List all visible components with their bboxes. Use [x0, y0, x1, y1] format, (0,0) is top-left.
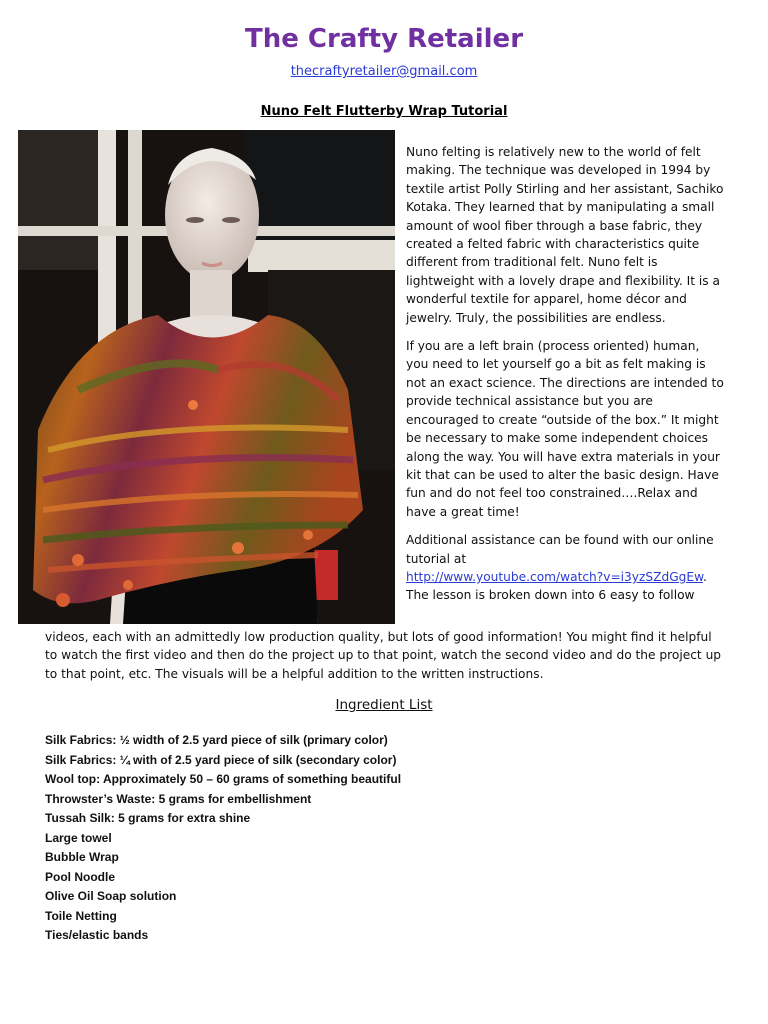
- intro-paragraph: If you are a left brain (process oriented) human, you need to let yourself go a bit as felt making is not an exact science. The directions are intended to provide technical assistance but you are encouraged to create “outside of the box.” It might be necessary to make some independent choices along the way. You will have extra materials in your kit that can be used to alter the basic design. Have fun and do not feel too constrained….Relax and have a great time!: [406, 339, 724, 519]
- tutorial-title: Nuno Felt Flutterby Wrap Tutorial: [260, 104, 508, 119]
- ingredient-item: Tussah Silk: 5 grams for extra shine: [45, 811, 251, 825]
- ingredient-item: Large towel: [45, 830, 112, 845]
- ingredient-list: [45, 731, 401, 946]
- ingredient-item: Pool Noodle: [45, 869, 115, 884]
- ingredient-list-heading: Ingredient List: [335, 697, 433, 713]
- intro-column: [406, 143, 724, 605]
- assistance-tail-start: The lesson is broken down into 6 easy to follow: [406, 588, 695, 603]
- assistance-lead: Additional assistance can be found with our online tutorial at: [406, 533, 714, 566]
- ingredient-item: Toile Netting: [45, 908, 117, 923]
- email-link[interactable]: thecraftyretailer@gmail.com: [290, 64, 478, 79]
- ingredient-item: Silk Fabrics: ½ width of 2.5 yard piece of silk (primary color): [45, 733, 388, 747]
- page-title: The Crafty Retailer: [244, 24, 524, 54]
- intro-paragraph: Nuno felting is relatively new to the world of felt making. The technique was developed in 1994 by textile artist Polly Stirling and her assistant, Sachiko Kotaka. They learned that by manipulating a small amount of wool fiber through a base fabric, they created a felted fabric with characteristics quite different from traditional felt. Nuno felt is lightweight with a lovely drape and flexibility. It is a wonderful textile for apparel, home décor and jewelry. Truly, the possibilities are endless.: [406, 145, 724, 325]
- assistance-continuation: videos, each with an admittedly low production quality, but lots of good information! You might find it helpful to watch the first video and then do the project up to that point, watch the second video and do the project up to that point, etc. The visuals will be a helpful addition to the written instructions.: [45, 630, 722, 681]
- ingredient-item: Throwster’s Waste: 5 grams for embellishment: [45, 791, 312, 806]
- ingredient-item: Olive Oil Soap solution: [45, 889, 177, 903]
- ingredient-item: Ties/elastic bands: [45, 928, 149, 942]
- youtube-tutorial-link[interactable]: http://www.youtube.com/watch?v=i3yzSZdGgEw: [406, 569, 703, 584]
- assistance-paragraph: Additional assistance can be found with our online tutorial at http://www.youtube.com/watch?v=i3yzSZdGgEw. The lesson is broken down into 6 easy to follow: [406, 533, 714, 603]
- ingredient-item: Silk Fabrics: ¼ with of 2.5 yard piece of silk (secondary color): [45, 752, 397, 767]
- ingredient-item: Bubble Wrap: [45, 850, 119, 864]
- mannequin-wrap-photo: [18, 130, 395, 624]
- ingredient-item: Wool top: Approximately 50 – 60 grams of something beautiful: [45, 772, 402, 786]
